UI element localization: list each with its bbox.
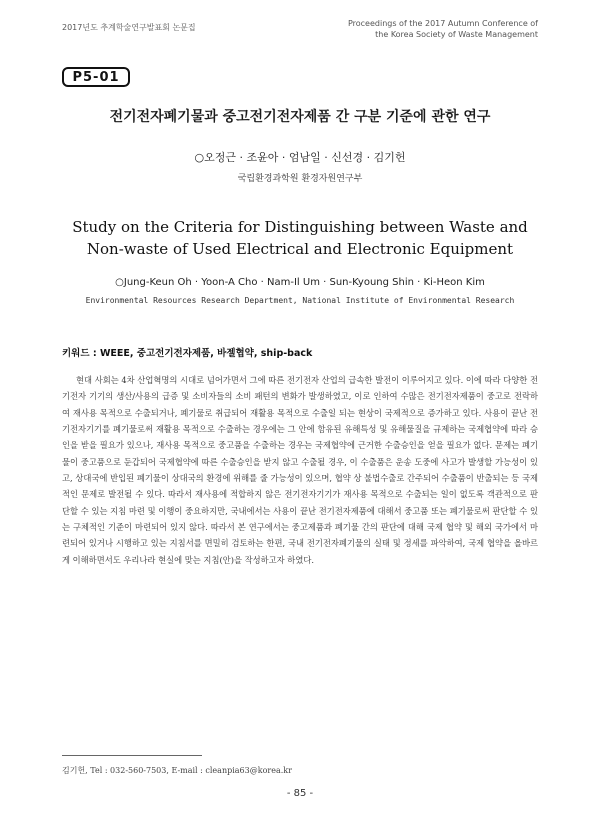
running-header-line-1: Proceedings of the 2017 Autumn Conference of (347, 19, 538, 28)
paper-id-badge: P5-01 (62, 67, 130, 87)
keywords: 키워드 : WEEE, 중고전기전자제품, 바젤협약, ship-back (62, 348, 313, 359)
running-header-line-2: the Korea Society of Waste Management (375, 30, 538, 39)
page-number: - 85 - (286, 788, 314, 799)
english-title-line-2: Non-waste of Used Electrical and Electronic Equipment (86, 240, 514, 258)
korean-title: 전기전자폐기물과 중고전기전자제품 간 구분 기준에 관한 연구 (109, 109, 491, 125)
english-authors: ○Jung-Keun Oh · Yoon-A Cho · Nam-Il Um · Sun-Kyoung Shin · Ki-Heon Kim (115, 277, 485, 288)
korean-affiliation: 국립환경과학원 환경자원연구부 (237, 174, 363, 184)
footnote-divider (62, 755, 202, 756)
korean-authors: ○오정근 · 조윤아 · 엄남일 · 신선경 · 김기헌 (194, 151, 406, 164)
running-header-korean: 2017년도 추계학술연구발표회 논문집 (62, 23, 196, 32)
abstract-body: 현대 사회는 4차 산업혁명의 시대로 넘어가면서 그에 따른 전기전자 산업의 급속한 발전이 이루어지고 있다. 이에 따라 다양한 전기전자 기기의 생산/사용의 급증 및 소비자들의 소비 패턴의 변화가 발생하였고, 이로 인하여 수많은 전기전자제품이 중고로 전락하여 재사용 목적으로 수출되거나, 폐기물로 취급되어 재활용 목적으로 수출일 되는 현상이 국제적으로 증가하고 있다. 사용이 끝난 전기전자기기를 폐기물로써 재활용 목적으로 수출하는 경우에는 그 안에 함유된 유해특성 및 유해물질을 규제하는 국제협약에 따라 승인을 받을 필요가 있으나, 재사용 목적으로 중고품을 수출하는 경우는 국제협약에 근거한 수출승인을 얻을 필요가 없다. 문제는 폐기물이 중고품으로 둔갑되어 국제협약에 따른 수출승인을 받지 않고 수출될 경우, 이 수출품은 운송 도중에 사고가 발생할 가능성이 있고, 상대국에 반입된 폐기물이 상대국의 환경에 위해를 줄 가능성이 있으며, 협약 상 불법수출로 간주되어 수출품이 반출되는 등 국제적인 문제로 발전될 수 있다. 따라서 재사용에 적합하지 않은 전기전자기기가 재사용 목적으로 수출되는 일이 없도록 객관적으로 판단할 수 있는 지침 마련 및 이행이 중요하지만, 국내에서는 사용이 끝난 전기전자제품에 대해서 중고품 또는 폐기물로써 판단할 수 있는 구체적인 기준이 마련되어 있지 않다. 따라서 본 연구에서는 중고제품과 폐기물 간의 판단에 대해 국제 협약 및 해외 국가에서 마련되어 있거나 시행하고 있는 지침서를 면밀히 검토하는 한편, 국내 전기전자폐기물의 실태 및 정세를 파악하여, 국제 협약을 올바르게 이해하면서도 우리나라 현실에 맞는 지침(안)을 작성하고자 하였다. (62, 375, 539, 565)
english-title-line-1: Study on the Criteria for Distinguishing between Waste and (72, 218, 528, 236)
running-header-english (348, 18, 538, 40)
english-affiliation: Environmental Resources Research Department, National Institute of Environmental Research (85, 296, 515, 305)
corresponding-author-footnote: 김기헌, Tel : 032-560-7503, E-mail : cleanpia63@korea.kr (62, 766, 292, 775)
